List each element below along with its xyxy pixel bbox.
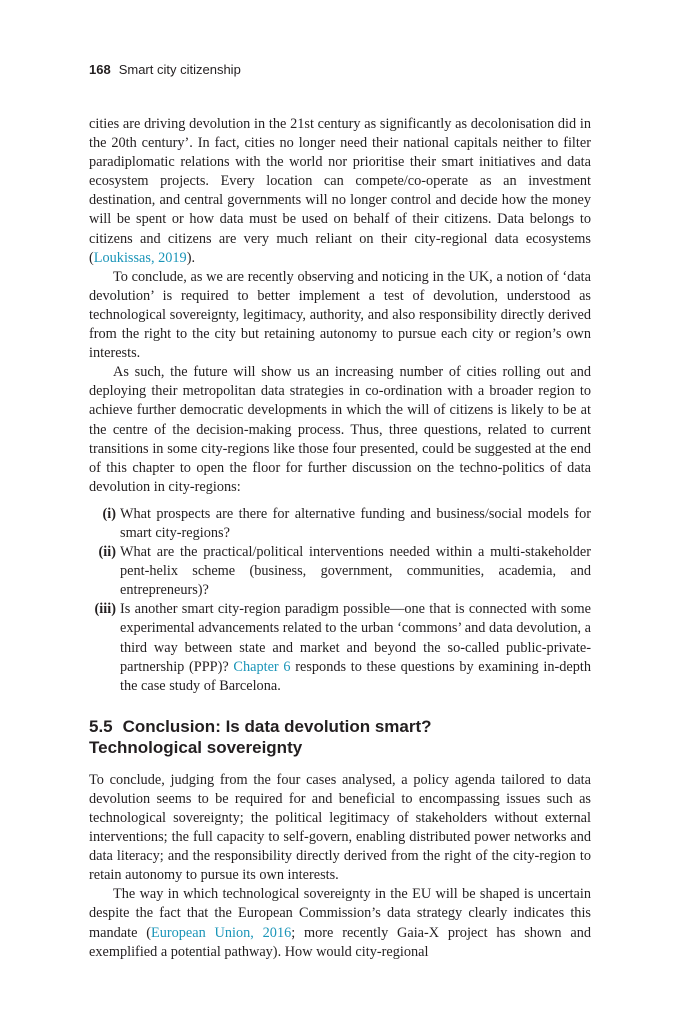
list-number: (i) (102, 505, 116, 522)
list-item (89, 600, 591, 695)
paragraph-text: cities are driving devolution in the 21st century as significantly as decolonisation did in the 20th century’. In fact, cities no longer need their national capitals neither to filter paradiplomatic relations with the world nor prioritise their smart initiatives and data ecosystem projects. Every location can compete/co-operate as an investment destination, and central governments will no longer control and decide how the money will be spent or how data must be used on behalf of their citizens. Data belongs to citizens and citizens are very much reliant on their city-regional data ecosystems ( (89, 116, 591, 266)
section-number: 5.5 (89, 716, 113, 736)
section-title-line2: Technological sovereignty (89, 737, 303, 757)
section-title-line1: Conclusion: Is data devolution smart? (122, 716, 432, 736)
page-number: 168 (89, 62, 111, 77)
list-number: (ii) (98, 544, 116, 561)
list-item-text: responds to these questions by examining in-depth the case study of Barcelona. (120, 658, 591, 694)
chapter-link[interactable]: Chapter 6 (233, 658, 291, 675)
paragraph-text: ). (186, 249, 196, 266)
list-number: (iii) (94, 601, 116, 618)
main-text (89, 115, 591, 962)
question-list (89, 505, 591, 696)
section-heading (89, 716, 591, 758)
running-header (89, 62, 241, 77)
citation-link[interactable]: Loukissas, 2019 (93, 249, 187, 266)
paragraph-text: ; more recently Gaia-X project has shown and exemplified a potential pathway). How would city-regional (89, 924, 591, 960)
list-item (89, 505, 591, 543)
paragraph: To conclude, as we are recently observing and noticing in the UK, a notion of ‘data devolution’ is required to better implement a test of devolution, understood as technological sovereignty, legitimacy, authority, and also responsibility directly derived from the right to the city but retaining autonomy to pursue each city or region’s own interests. (89, 268, 591, 362)
paragraph: As such, the future will show us an increasing number of cities rolling out and deploying their metropolitan data strategies in co-ordination with a broader region to achieve further democratic developments in which the will of citizens is likely to be at the centre of the decision-making process. Thus, three questions, related to current transitions in some city-regions like those four presented, could be suggested at the end of this chapter to open the floor for further discussion on the techno-politics of data devolution in city-regions: (89, 364, 591, 495)
citation-link[interactable]: European Union, 2016 (150, 924, 292, 941)
running-title: Smart city citizenship (118, 62, 241, 77)
list-item (89, 543, 591, 600)
paragraph (89, 885, 591, 961)
paragraph (89, 115, 591, 268)
list-item-text: What prospects are there for alternative funding and business/social models for smart city-regions? (120, 505, 591, 541)
paragraph-text: The way in which technological sovereignty in the EU will be shaped is uncertain despite the fact that the European Commission’s data strategy clearly indicates this mandate ( (89, 886, 591, 941)
list-item-text: What are the practical/political interventions needed within a multi-stakeholder pent-helix scheme (business, government, communities, academia, and entrepreneurs)? (120, 544, 591, 599)
paragraph: To conclude, judging from the four cases analysed, a policy agenda tailored to data devolution seems to be required for and beneficial to encompassing issues such as technological sovereignty; the political legitimacy of stakeholders without external interventions; the full capacity to self-govern, enabling distributed power networks and data literacy; and the responsibility directly derived from the right of the city-region to retain autonomy to pursue its own interests. (89, 771, 591, 884)
list-item-text: Is another smart city-region paradigm possible—one that is connected with some experimental advancements related to the urban ‘commons’ and data devolution, a third way between state and market and beyond the so-called public-private-partnership (PPP)? (120, 601, 591, 675)
